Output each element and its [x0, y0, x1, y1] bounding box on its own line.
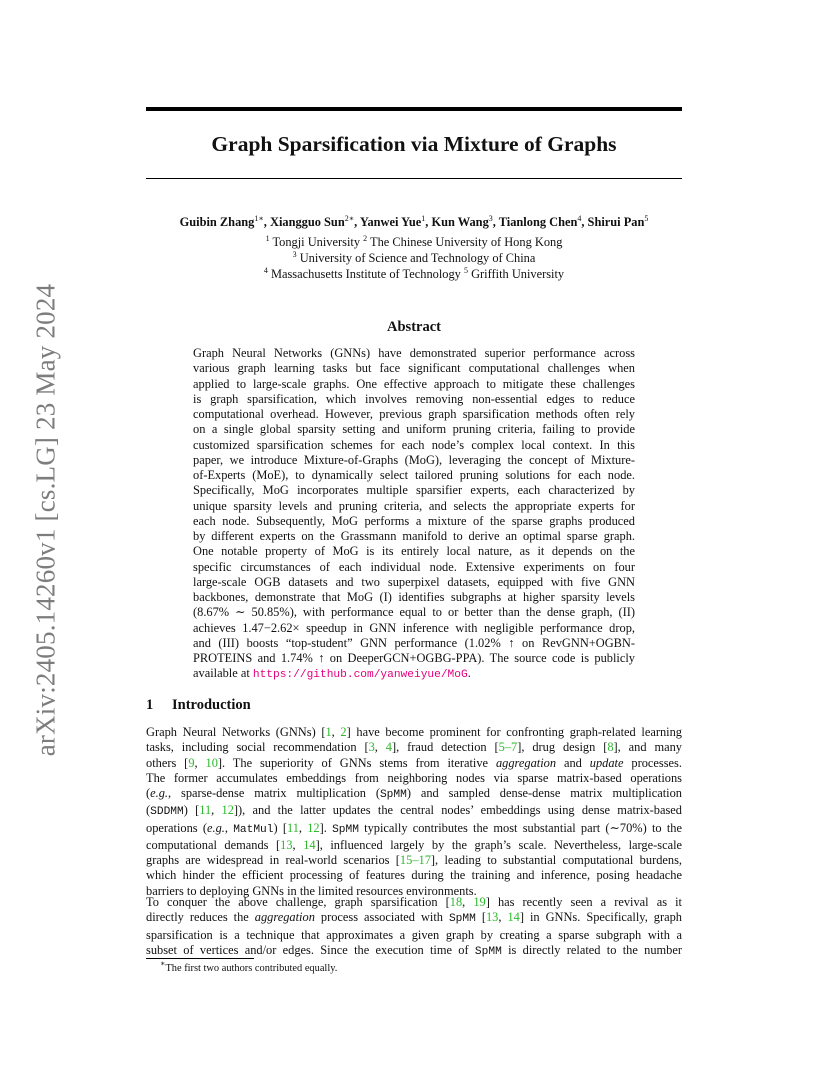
- introduction-paragraph-1: Graph Neural Networks (GNNs) [1, 2] have become prominent for confronting graph-related learning tasks, including social recommendation [3, 4], fraud detection [5–7], drug design [8], and many others [9, 10]. The superiority of GNNs stems from iterative aggregation and update processes. The former accumulates embeddings from neighboring nodes via sparse matrix-based operations (e.g., sparse-dense matrix multiplication (SpMM) and sampled dense-dense matrix multiplication (SDDMM) [11, 12]), and the latter updates the central nodes’ embeddings using dense matrix-based operations (e.g., MatMul) [11, 12]. SpMM typically contributes the most substantial part (∼70%) to the computational demands [13, 14], influenced largely by the graph’s scale. Nevertheless, large-scale graphs are widespread in real-world scenarios [15–17], leading to substantial computational burdens, which hinder the efficient processing of features during the training and inference, posing headache barriers to deploying GNNs in the limited resources environments.: [146, 725, 683, 898]
- arxiv-identifier: arXiv:2405.14260v1 [cs.LG] 23 May 2024: [30, 283, 61, 757]
- affiliation-line-3: $^4$ Massachusetts Institute of Technology $^5$ Griffith University: [263, 266, 565, 281]
- footnote: ∗The first two authors contributed equally.: [160, 959, 338, 974]
- abstract-body: Graph Neural Networks (GNNs) have demonstrated superior performance across various graph learning tasks but face significant computational challenges when applied to large-scale graphs. One effective approach to mitigate these challenges is graph sparsification, which involves removing non-essential edges to reduce computational overhead. However, previous graph sparsification methods often rely on a single global sparsity setting and uniform pruning criteria, failing to provide customized sparsification schemes for each node’s complex local context. In this paper, we introduce Mixture-of-Graphs (MoG), leveraging the concept of Mixture- of-Experts (MoE), to dynamically select tailored pruning solutions for each node. Specifically, MoG incorporates multiple sparsifier experts, each characterized by unique sparsity levels and pruning criteria, and selects the appropriate experts for each node. Subsequently, MoG performs a mixture of the sparse graphs produced by different experts on the Grassmann manifold to derive an optimal sparse graph. One notable property of MoG is its entirely local nature, as it depends on the specific circumstances of each individual node. Extensive experiments on four large-scale OGB datasets and two superpixel datasets, equipped with five GNN backbones, demonstrate that MoG (I) identifies subgraphs at higher sparsity levels (8.67% ∼ 50.85%), with performance equal to or better than the dense graph, (II) achieves 1.47−2.62× speedup in GNN inference with negligible performance drop, and (III) boosts “top-student” GNN performance (1.02% ↑ on RevGNN+OGBN- PROTEINS and 1.74% ↑ on DeeperGCN+OGBG-PPA). The source code is publicly available at https://github.com/yanweiyue/MoG.: [193, 346, 635, 682]
- title-top-rule: [146, 107, 682, 111]
- author-list: Guibin Zhang$^{1∗}$, Xiangguo Sun$^{2∗}$, Yanwei Yue$^1$, Kun Wang$^3$, Tianlong Chen$^4$, Shirui Pan$^5$: [179, 214, 649, 229]
- paper-title: Graph Sparsification via Mixture of Graphs: [211, 132, 617, 156]
- title-bottom-rule: [146, 178, 682, 179]
- affiliation-line-1: $^1$ Tongji University $^2$ The Chinese University of Hong Kong: [265, 234, 563, 249]
- code-repository-link[interactable]: https://github.com/yanweiyue/MoG: [252, 669, 468, 682]
- introduction-paragraph-2: To conquer the above challenge, graph sparsification [18, 19] has recently seen a revival as it directly reduces the aggregation process associated with SpMM [13, 14] in GNNs. Specifically, graph sparsification is a technique that approximates a given graph by creating a sparse subgraph with a subset of vertices and/or edges. Since the execution time of SpMM is directly related to the number: [146, 895, 682, 958]
- section-heading-introduction: 1 Introduction: [146, 697, 251, 713]
- affiliation-line-2: $^3$ University of Science and Technology of China: [292, 250, 536, 265]
- abstract-heading: Abstract: [387, 319, 441, 335]
